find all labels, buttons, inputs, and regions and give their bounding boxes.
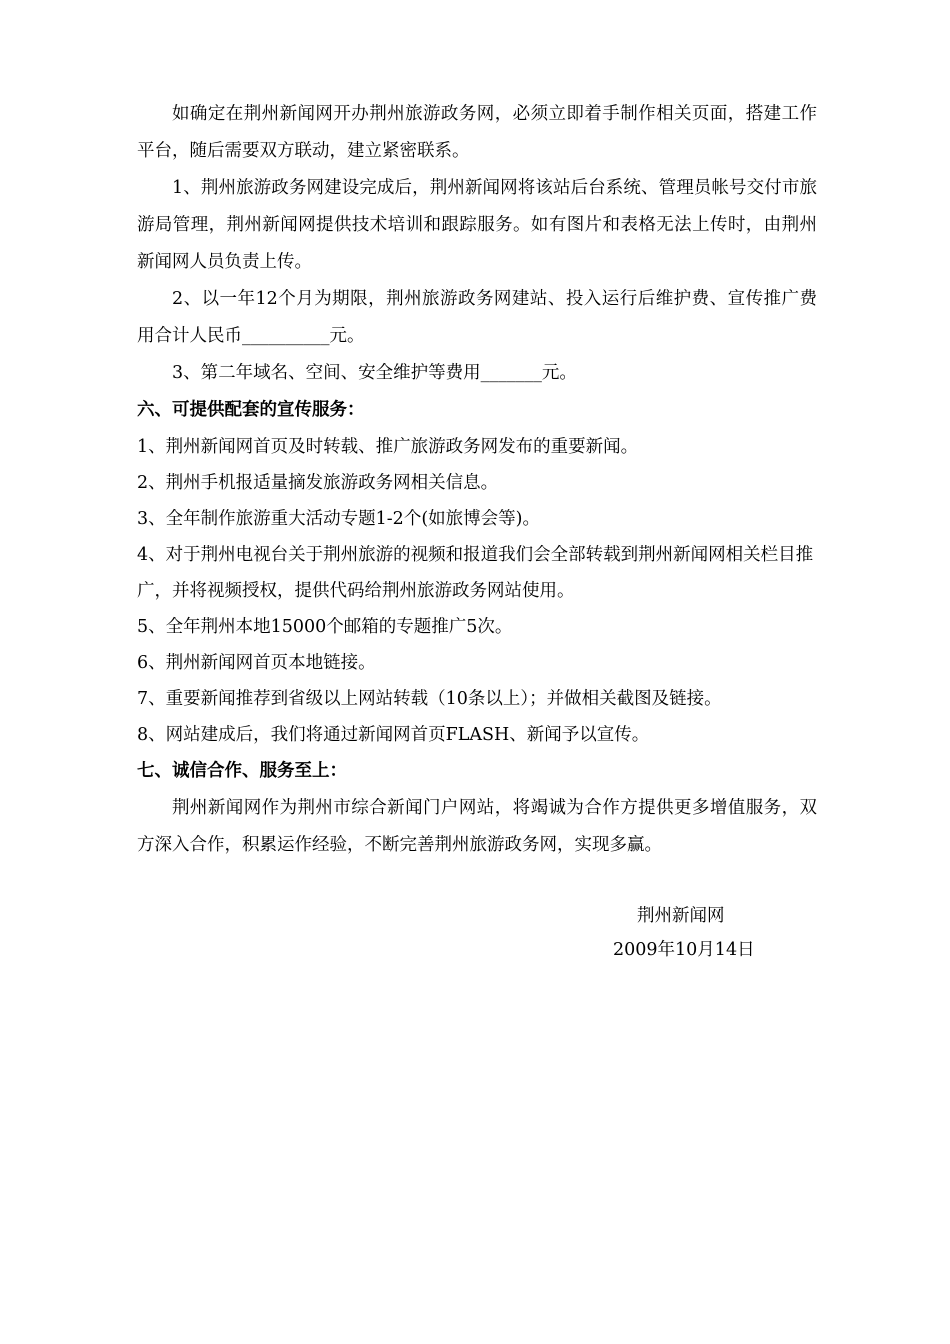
service-item-1: 1、荆州新闻网首页及时转载、推广旅游政务网发布的重要新闻。 — [137, 437, 639, 457]
service-item-8: 8、网站建成后，我们将通过新闻网首页FLASH、新闻予以宣传。 — [137, 725, 650, 745]
section-7-heading: 七、诚信合作、服务至上： — [137, 761, 347, 781]
term-item-1: 1、荆州旅游政务网建设完成后，荆州新闻网将该站后台系统、管理员帐号交付市旅游局管理，荆州新闻网提供技术培训和跟踪服务。如有图片和表格无法上传时，由荆州新闻网人员负责上传。 — [137, 178, 817, 272]
service-item-4: 4、对于荆州电视台关于荆州旅游的视频和报道我们会全部转载到荆州新闻网相关栏目推广，并将视频授权，提供代码给荆州旅游政务网站使用。 — [137, 545, 814, 601]
signature-org: 荆州新闻网 — [637, 906, 725, 926]
service-item-2: 2、荆州手机报适量摘发旅游政务网相关信息。 — [137, 473, 499, 493]
section-7-paragraph: 荆州新闻网作为荆州市综合新闻门户网站，将竭诚为合作方提供更多增值服务，双方深入合作，积累运作经验，不断完善荆州旅游政务网，实现多赢。 — [137, 798, 817, 855]
service-item-7: 7、重要新闻推荐到省级以上网站转载（10条以上）；并做相关截图及链接。 — [137, 689, 722, 709]
service-item-3: 3、全年制作旅游重大活动专题1-2个(如旅博会等)。 — [137, 509, 540, 529]
service-item-5: 5、全年荆州本地15000个邮箱的专题推广5次。 — [137, 617, 513, 637]
term-item-3: 3、第二年域名、空间、安全维护等费用_______元。 — [172, 363, 577, 383]
signature-date: 2009年10月14日 — [613, 940, 755, 960]
term-item-2: 2、以一年12个月为期限，荆州旅游政务网建站、投入运行后维护费、宣传推广费用合计人民币__________元。 — [137, 289, 817, 346]
intro-paragraph: 如确定在荆州新闻网开办荆州旅游政务网，必须立即着手制作相关页面，搭建工作平台，随后需要双方联动，建立紧密联系。 — [137, 104, 817, 161]
service-item-6: 6、荆州新闻网首页本地链接。 — [137, 653, 376, 673]
document-body — [137, 96, 817, 864]
section-6-heading: 六、可提供配套的宣传服务： — [137, 400, 365, 420]
